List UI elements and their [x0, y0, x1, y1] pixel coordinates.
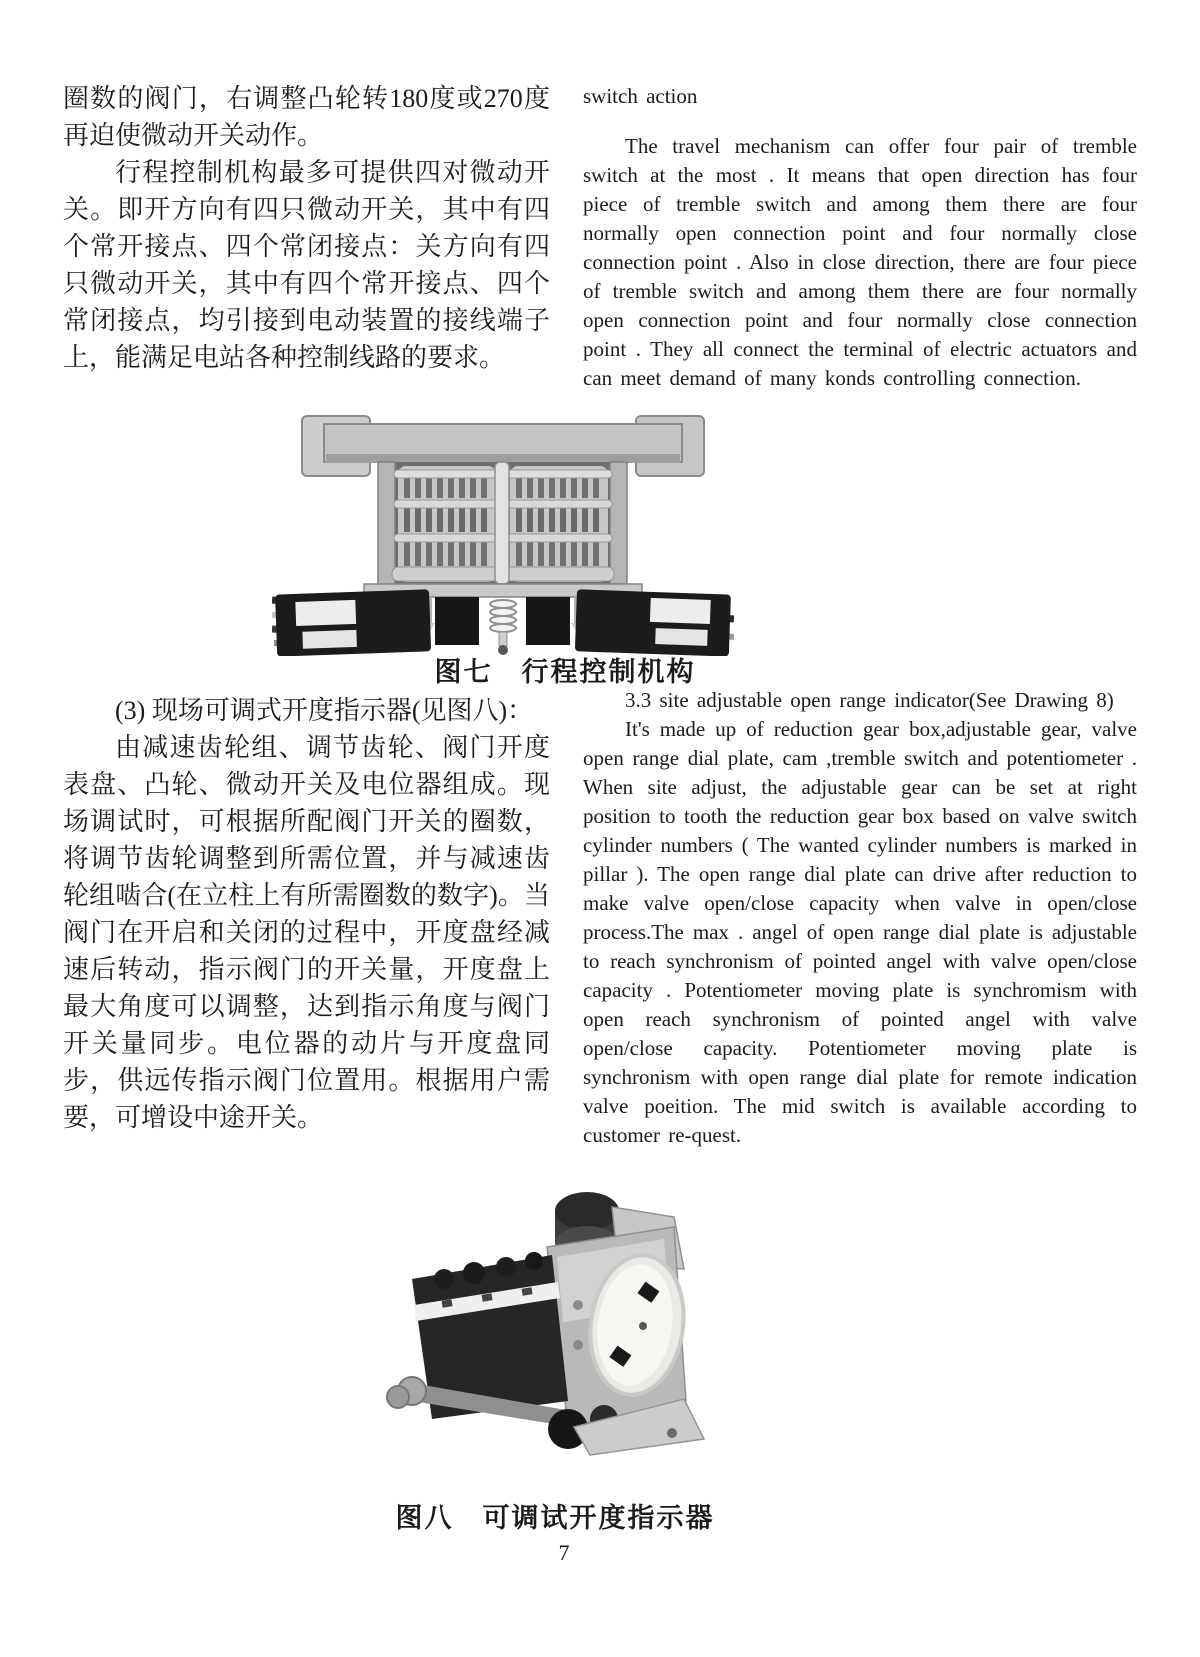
right-column-mid [583, 686, 1137, 1150]
item3-heading-zh: (3) 现场可调式开度指示器(见图八)： [115, 696, 534, 725]
spring [490, 600, 516, 655]
page-number: 7 [558, 1540, 570, 1565]
micro-switch-left [275, 589, 431, 656]
inner-switch-right [526, 597, 570, 645]
paragraph-continuation-zh: 圈数的阀门，右调整凸轮转180度或270度再迫使微动开关动作。 [63, 84, 550, 150]
side-plate-right [610, 462, 627, 584]
cam-stack-right [504, 466, 614, 582]
travel-control-mechanism-illustration [272, 404, 734, 656]
open-range-indicator-illustration [372, 1185, 762, 1457]
inner-switch-left [435, 597, 479, 645]
item3-body-zh: 由减速齿轮组、调节齿轮、阀门开度表盘、凸轮、微动开关及电位器组成。现场调试时，可根据所配阀门开关的圈数，将调节齿轮调整到所需位置，并与减速齿轮组啮合(在立柱上有所需圈数的数字)。当阀门在开启和关闭的过程中，开度盘经减速后转动，指示阀门的开关量，开度盘上最大角度可以调整，达到指示角度与阀门开关量同步。电位器的动片与开度盘同步，供远传指示阀门位置用。根据用户需要，可增设中途开关。 [63, 733, 550, 1132]
figure8-photo [372, 1185, 762, 1457]
left-column-top [63, 80, 550, 376]
right-column-top [583, 82, 1137, 393]
paragraph-travel-mechanism-en: The travel mechanism can offer four pair of tremble switch at the most . It means that open direction has four piece of tremble switch and among them there are four normally open connection point and four normally close connection point . Also in close direction, there are four piece of tremble switch and among them there are four normally open connection point and four normally close connection point . They all connect the terminal of electric actuators and can meet demand of many konds controlling connection. [583, 134, 1137, 390]
paragraph-travel-mechanism-zh: 行程控制机构最多可提供四对微动开关。即开方向有四只微动开关，其中有四个常开接点、四个常闭接点：关方向有四只微动开关，其中有四个常开接点、四个常闭接点，均引接到电动装置的接线端子上，能满足电站各种控制线路的要求。 [63, 158, 550, 372]
figure7-caption: 图七 行程控制机构 [434, 657, 696, 687]
heading-3-3-en: 3.3 site adjustable open range indicator(See Drawing 8) [625, 688, 1114, 712]
figure7-photo [272, 404, 734, 656]
cam-stack-left [392, 466, 502, 582]
mount-screw [667, 1428, 677, 1438]
side-plate-left [378, 462, 395, 584]
left-column-mid [63, 692, 550, 1136]
micro-switch-right [575, 589, 731, 656]
center-shaft [495, 462, 509, 584]
line-switch-action: switch action [583, 84, 698, 108]
paragraph-3-3-en: It's made up of reduction gear box,adjustable gear, valve open range dial plate, cam ,tremble switch and potentiometer . When site adjust, the adjustable gear can be set at right position to tooth the reduction gear box based on valve switch cylinder numbers ( The wanted cylinder numbers is marked in pillar ). The open range dial plate can drive after reduction to make valve open/close capacity when valve in open/close process.The max . angel of open range dial plate is adjustable to reach synchronism of pointed angel with valve open/close capacity . Potentiometer moving plate is synchromism with open reach synchronism of pointed angel with valve open/close capacity. Potentiometer moving plate is synchronism with open range dial plate for remote indication valve poeition. The mid switch is available according to customer re-quest. [583, 717, 1137, 1147]
figure8-caption: 图八 可调试开度指示器 [395, 1503, 715, 1533]
